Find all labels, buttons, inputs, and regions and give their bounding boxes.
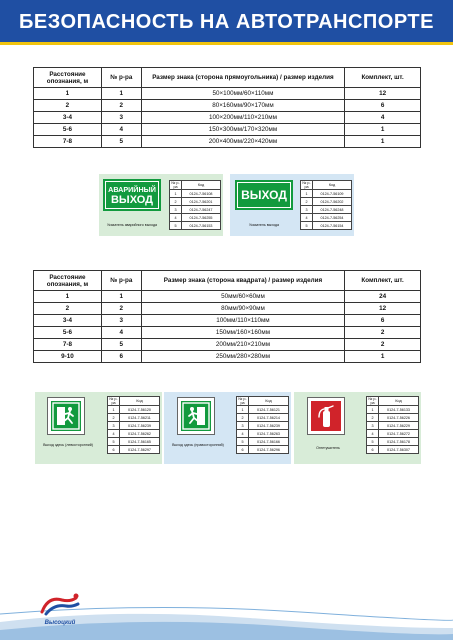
table-row (367, 414, 419, 422)
table-cell: 2 (345, 327, 421, 339)
table-row (367, 438, 419, 446)
table-cell: 4 (301, 214, 313, 222)
table-cell: 50×100мм/60×110мм (141, 88, 344, 100)
table-cell: 1 (301, 190, 313, 198)
exit-sign (235, 180, 293, 210)
table-cell: 1 (34, 88, 102, 100)
column-header: Код (249, 397, 289, 406)
table-row (237, 438, 289, 446)
table-cell: 0124-7-56154 (313, 222, 352, 230)
table-cell: 0124-7-56120 (120, 406, 160, 414)
column-header: Код (313, 181, 352, 190)
table-cell: 6 (237, 446, 249, 454)
table-row (170, 206, 221, 214)
table-cell: 0124-7-56201 (182, 198, 221, 206)
column-header: Комплект, шт. (345, 271, 421, 291)
table-cell: 2 (101, 100, 141, 112)
table-row (108, 406, 160, 414)
column-header: Размер знака (сторона прямоугольника) / размер изделия (141, 68, 344, 88)
table-cell: 1 (34, 291, 102, 303)
table-row (34, 291, 421, 303)
table-cell: 2 (101, 303, 141, 315)
table-row (367, 406, 419, 414)
table-row (170, 214, 221, 222)
table-cell: 3 (367, 422, 379, 430)
fire-extinguisher-sign (307, 397, 345, 435)
table-cell: 50мм/60×60мм (141, 291, 344, 303)
table-cell: 6 (367, 446, 379, 454)
sign-caption: Выход здесь (правосторонний) (172, 443, 224, 447)
table-cell: 0124-7-56211 (120, 414, 160, 422)
table-row (301, 206, 352, 214)
table-cell: 0124-7-56262 (120, 430, 160, 438)
table-cell: 1 (345, 124, 421, 136)
codes-table (236, 396, 289, 454)
table-cell: 0124-7-56239 (120, 422, 160, 430)
column-header: № р-ра (109, 397, 118, 405)
table-row (170, 190, 221, 198)
table-cell: 0124-7-56239 (249, 422, 289, 430)
table-row (367, 422, 419, 430)
table-cell: 12 (345, 88, 421, 100)
table-row (301, 198, 352, 206)
table-cell: 3 (101, 315, 141, 327)
sign-text-line: ВЫХОД (110, 193, 153, 206)
table-cell: 80×160мм/90×170мм (141, 100, 344, 112)
table-cell: 100×200мм/110×210мм (141, 112, 344, 124)
header-accent-line (0, 42, 453, 45)
table-cell: 0124-7-56296 (249, 446, 289, 454)
column-header: Код (120, 397, 160, 406)
table-cell: 7-8 (34, 339, 102, 351)
exit-here-right-sign (177, 397, 215, 435)
table-cell: 0124-7-56247 (182, 206, 221, 214)
table-cell: 0124-7-56165 (120, 438, 160, 446)
table-cell: 0124-7-56108 (182, 190, 221, 198)
table-cell: 9-10 (34, 351, 102, 363)
column-header: Расстояние опознания, м (34, 68, 102, 88)
table-row (170, 198, 221, 206)
table-row (34, 136, 421, 148)
table-row (34, 315, 421, 327)
table-cell: 4 (170, 214, 182, 222)
column-header: № р-ра (101, 68, 141, 88)
sign-text-line: АВАРИЙНЫЙ (108, 184, 156, 194)
exit-here-left-panel (35, 392, 162, 464)
table-row (34, 88, 421, 100)
table-header-row (34, 68, 421, 88)
table-cell: 3 (101, 112, 141, 124)
table-cell: 4 (108, 430, 120, 438)
table-cell: 1 (345, 351, 421, 363)
header-bar (0, 0, 453, 42)
codes-table (107, 396, 160, 454)
table-cell: 1 (108, 406, 120, 414)
fire-extinguisher-panel (294, 392, 421, 464)
table-row (108, 422, 160, 430)
column-header: Расстояние опознания, м (34, 271, 102, 291)
table-cell: 0124-7-56121 (249, 406, 289, 414)
table-cell: 0124-7-56226 (379, 414, 419, 422)
table-cell: 5 (101, 136, 141, 148)
table-cell: 0124-7-56166 (249, 438, 289, 446)
column-header: Код (379, 397, 419, 406)
table-row (367, 446, 419, 454)
table-cell: 5 (101, 339, 141, 351)
table-cell: 1 (101, 291, 141, 303)
table-cell: 5 (301, 222, 313, 230)
table-cell: 4 (345, 112, 421, 124)
fire-extinguisher-icon (311, 401, 341, 431)
table-cell: 6 (345, 100, 421, 112)
codes-table (169, 180, 221, 230)
table-cell: 0124-7-56254 (313, 214, 352, 222)
table-cell: 0124-7-56153 (182, 222, 221, 230)
table-cell: 5-6 (34, 124, 102, 136)
emergency-exit-sign (103, 179, 161, 211)
running-man-exit-right-icon (181, 401, 211, 431)
table-cell: 1 (101, 88, 141, 100)
table-cell: 5 (170, 222, 182, 230)
logo-text: Высоцкий (44, 620, 76, 626)
table-cell: 2 (108, 414, 120, 422)
table-cell: 200мм/210×210мм (141, 339, 344, 351)
table-cell: 3-4 (34, 315, 102, 327)
column-header: Комплект, шт. (345, 68, 421, 88)
table-row (34, 339, 421, 351)
table-cell: 0124-7-56229 (379, 422, 419, 430)
table-row (237, 406, 289, 414)
table-cell: 3 (170, 206, 182, 214)
table-row (34, 124, 421, 136)
table-header-row (34, 271, 421, 291)
table-cell: 5 (108, 438, 120, 446)
sign-text-line: ВЫХОД (241, 187, 287, 202)
table-cell: 2 (170, 198, 182, 206)
table-row (367, 430, 419, 438)
table-row (108, 430, 160, 438)
table-cell: 0124-7-56214 (249, 414, 289, 422)
table-cell: 6 (345, 315, 421, 327)
table-cell: 0124-7-56307 (379, 446, 419, 454)
table-cell: 0124-7-56109 (313, 190, 352, 198)
table-cell: 2 (237, 414, 249, 422)
table-cell: 2 (301, 198, 313, 206)
table-cell: 0124-7-56178 (379, 438, 419, 446)
table-row (108, 414, 160, 422)
table-row (34, 100, 421, 112)
table-cell: 150×300мм/170×320мм (141, 124, 344, 136)
table-row (34, 351, 421, 363)
table-row (34, 327, 421, 339)
table-cell: 100мм/110×110мм (141, 315, 344, 327)
table-row (108, 438, 160, 446)
table-cell: 5 (367, 438, 379, 446)
table-cell: 80мм/90×90мм (141, 303, 344, 315)
size-table-square (33, 270, 421, 363)
exit-panel (230, 174, 354, 236)
table-cell: 0124-7-56255 (182, 214, 221, 222)
table-row (237, 414, 289, 422)
column-header: № р-ра (171, 181, 180, 189)
emergency-exit-panel (99, 174, 223, 236)
table-cell: 6 (108, 446, 120, 454)
table-cell: 3 (108, 422, 120, 430)
codes-table (300, 180, 352, 230)
table-cell: 2 (367, 414, 379, 422)
size-table-rectangle (33, 67, 421, 148)
table-cell: 150мм/160×160мм (141, 327, 344, 339)
column-header: Код (182, 181, 221, 190)
table-cell: 250мм/280×280мм (141, 351, 344, 363)
table-cell: 24 (345, 291, 421, 303)
table-row (108, 446, 160, 454)
table-cell: 4 (367, 430, 379, 438)
sign-caption: Указатель выхода (248, 223, 279, 227)
table-cell: 1 (345, 136, 421, 148)
table-cell: 1 (237, 406, 249, 414)
table-row (301, 214, 352, 222)
column-header: Размер знака (сторона квадрата) / размер изделия (141, 271, 344, 291)
table-cell: 2 (345, 339, 421, 351)
page-title: БЕЗОПАСНОСТЬ НА АВТОТРАНСПОРТЕ (19, 11, 434, 33)
table-cell: 5 (237, 438, 249, 446)
table-cell: 12 (345, 303, 421, 315)
sign-caption: Выход здесь (левосторонний) (43, 443, 93, 447)
table-cell: 0124-7-56202 (313, 198, 352, 206)
table-cell: 0124-7-56248 (313, 206, 352, 214)
column-header: № р-ра (302, 181, 311, 189)
table-cell: 0124-7-56263 (249, 430, 289, 438)
exit-here-right-panel (164, 392, 291, 464)
exit-here-left-sign (47, 397, 85, 435)
table-row (237, 430, 289, 438)
sign-caption: Указатель аварийного выхода (106, 223, 158, 227)
table-cell: 4 (101, 124, 141, 136)
table-row (34, 112, 421, 124)
sign-caption: Огнетушитель (316, 446, 340, 450)
table-cell: 2 (34, 303, 102, 315)
table-cell: 3 (301, 206, 313, 214)
table-cell: 7-8 (34, 136, 102, 148)
table-row (301, 190, 352, 198)
table-row (34, 303, 421, 315)
hands-logo-icon (36, 590, 82, 620)
table-cell: 3 (237, 422, 249, 430)
table-cell: 1 (170, 190, 182, 198)
table-row (301, 222, 352, 230)
company-logo (36, 590, 82, 630)
table-cell: 4 (237, 430, 249, 438)
table-cell: 0124-7-56133 (379, 406, 419, 414)
table-row (170, 222, 221, 230)
column-header: № р-ра (368, 397, 377, 405)
table-cell: 6 (101, 351, 141, 363)
table-cell: 0124-7-56272 (379, 430, 419, 438)
column-header: № р-ра (238, 397, 247, 405)
column-header: № р-ра (101, 271, 141, 291)
codes-table (366, 396, 419, 454)
table-cell: 1 (367, 406, 379, 414)
table-cell: 200×400мм/220×420мм (141, 136, 344, 148)
table-row (237, 422, 289, 430)
table-row (237, 446, 289, 454)
table-cell: 0124-7-56297 (120, 446, 160, 454)
table-cell: 2 (34, 100, 102, 112)
table-cell: 5-6 (34, 327, 102, 339)
running-man-exit-left-icon (51, 401, 81, 431)
table-cell: 4 (101, 327, 141, 339)
table-cell: 3-4 (34, 112, 102, 124)
